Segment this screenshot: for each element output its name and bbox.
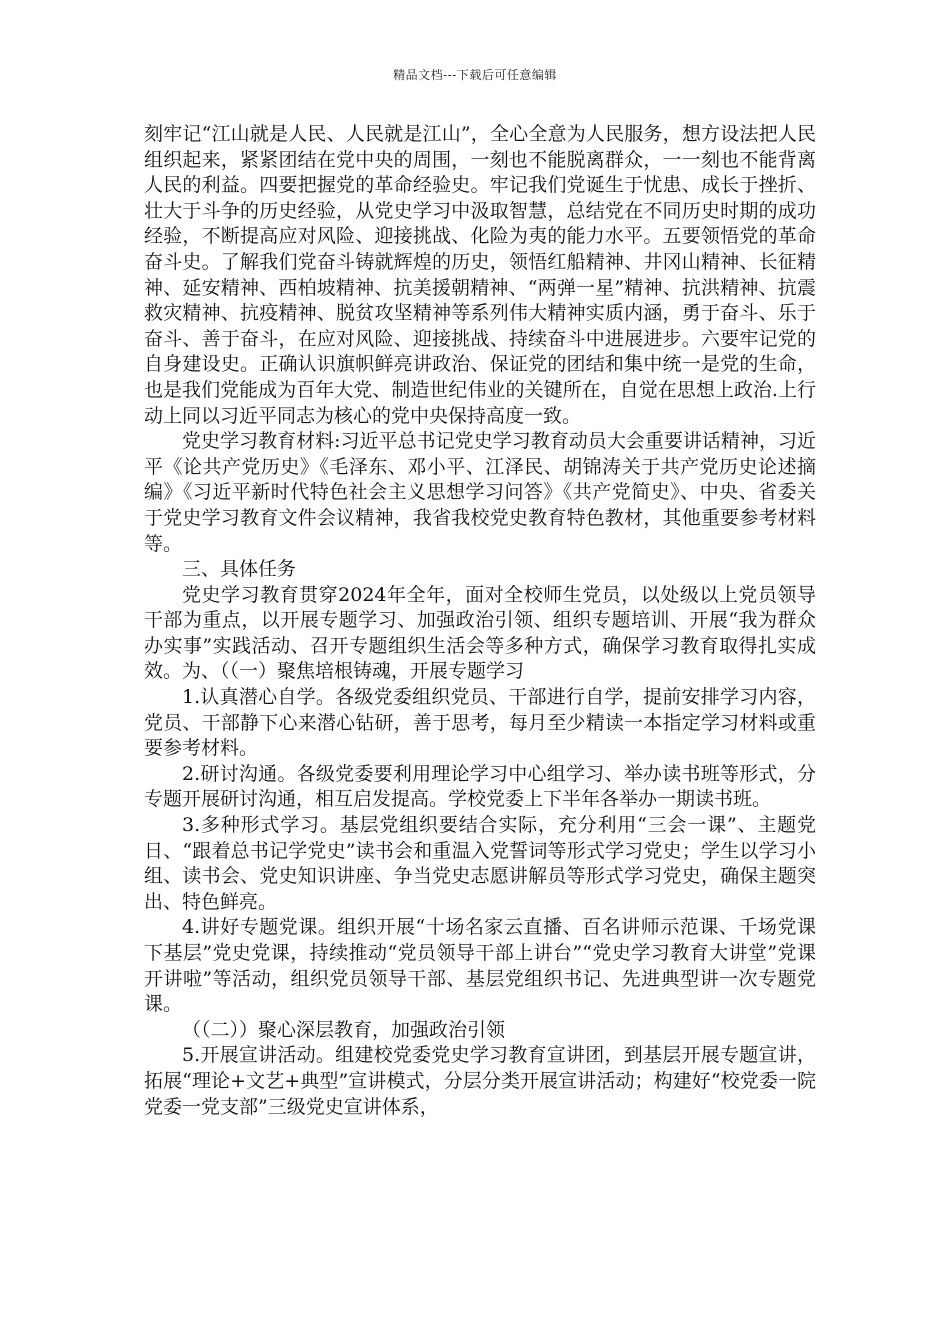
paragraph-7: 3.多种形式学习。基层党组织要结合实际，充分利用“三会一课”、主题党日、“跟着总书记学党史”读书会和重温入党誓词等形式学习党史；学生以学习小组、读书会、党史知识讲座、争当党史志愿讲解员等形式学习党史，确保主题突出、特色鲜亮。	[144, 814, 816, 913]
page-header: 精品文档---下载后可任意编辑	[393, 68, 557, 82]
subsection-heading: （（二））聚心深层教育，加强政治引领	[182, 1018, 506, 1041]
paragraph-2: 党史学习教育材料:习近平总书记党史学习教育动员大会重要讲话精神，习近平《论共产党历史》《毛泽东、邓小平、江泽民、胡锦涛关于共产党历史论述摘编》《习近平新时代特色社会主义思想学习问答》《共产党简史》、中央、省委关于党史学习教育文件会议精神，我省我校党史教育特色教材，其他重要参考材料等。	[144, 430, 816, 555]
paragraph-4: 党史学习教育贯穿2024年全年，面对全校师生党员，以处级以上党员领导干部为重点，以开展专题学习、加强政治引领、组织专题培训、开展“我为群众办实事”实践活动、召开专题组织生活会等多种方式，确保学习教育取得扎实成效。为、（（一）聚焦培根铸魂，开展专题学习	[144, 583, 816, 683]
paragraph-6: 2.研讨沟通。各级党委要利用理论学习中心组学习、举办读书班等形式，分专题开展研讨沟通，相互启发提高。学校党委上下半年各举办一期读书班。	[144, 762, 816, 811]
section-heading: 三、具体任务	[182, 558, 297, 581]
paragraph-8: 4.讲好专题党课。组织开展“十场名家云直播、百名讲师示范课、千场党课下基层”党史党课，持续推动“党员领导干部上讲台”“党史学习教育大讲堂”党课开讲啦”等活动，组织党员领导干部、基层党组织书记、先进典型讲一次专题党课。	[144, 916, 816, 1016]
paragraph-5: 1.认真潜心自学。各级党委组织党员、干部进行自学，提前安排学习内容，党员、干部静下心来潜心钻研，善于思考，每月至少精读一本指定学习材料或重要参考材料。	[144, 686, 816, 760]
paragraph-10: 5.开展宣讲活动。组建校党委党史学习教育宣讲团，到基层开展专题宣讲，拓展“理论+文艺+典型”宣讲模式，分层分类开展宣讲活动；构建好“校党委一院党委一党支部”三级党史宣讲体系，	[144, 1044, 816, 1118]
document-body	[144, 122, 816, 1120]
paragraph-1: 刻牢记“江山就是人民、人民就是江山”，全心全意为人民服务，想方设法把人民组织起来，紧紧团结在党中央的周围，一刻也不能脱离群众，一一刻也不能背离人民的利益。四要把握党的革命经验史。牢记我们党诞生于忧患、成长于挫折、壮大于斗争的历史经验，从党史学习中汲取智慧，总结党在不同历史时期的成功经验，不断提高应对风险、迎接挑战、化险为夷的能力水平。五要领悟党的革命奋斗史。了解我们党奋斗铸就辉煌的历史，领悟红船精神、井冈山精神、长征精神、延安精神、西柏坡精神、抗美援朝精神、“两弹一星”精神、抗洪精神、抗震救灾精神、抗疫精神、脱贫攻坚精神等系列伟大精神实质内涵，勇于奋斗、乐于奋斗、善于奋斗，在应对风险、迎接挑战、持续奋斗中进展进步。六要牢记党的自身建设史。正确认识旗帜鲜亮讲政治、保证党的团结和集中统一是党的生命，也是我们党能成为百年大党、制造世纪伟业的关键所在，自觉在思想上政治.上行动上同以习近平同志为核心的党中央保持高度一致。	[144, 123, 816, 427]
